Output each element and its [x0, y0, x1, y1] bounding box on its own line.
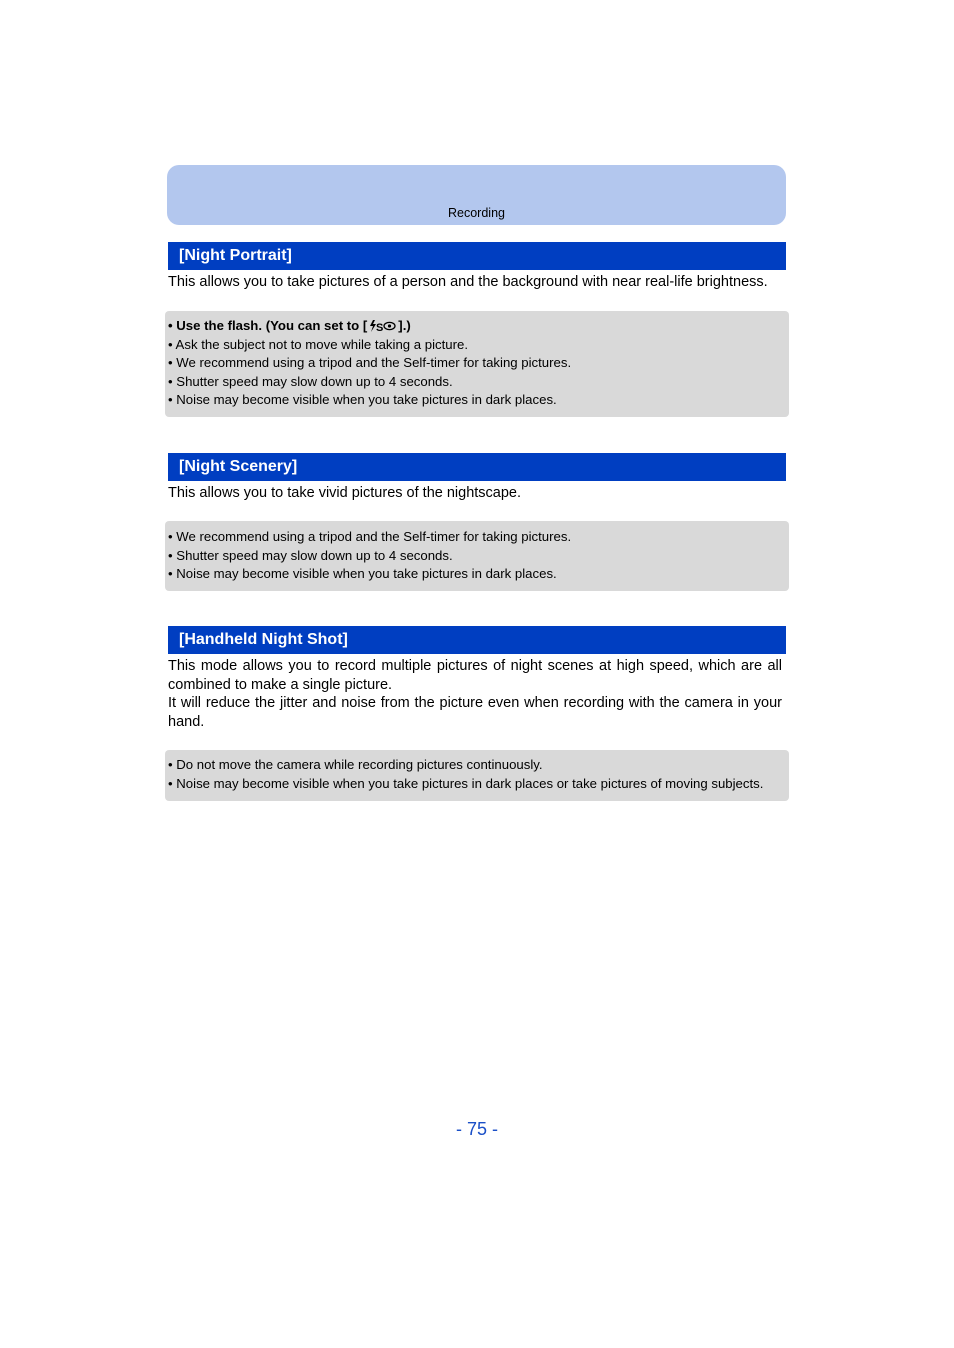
paragraph: This allows you to take pictures of a person and the background with near real-life brightness.	[168, 274, 768, 290]
note-box-night-portrait	[165, 311, 789, 417]
section-title-night-portrait: [Night Portrait]	[168, 242, 786, 270]
note-box-handheld-night-shot	[165, 750, 789, 801]
note-item: • Noise may become visible when you take pictures in dark places.	[168, 392, 557, 407]
paragraph: It will reduce the jitter and noise from the picture even when recording with the camera in your hand.	[168, 695, 782, 731]
section-body-night-portrait	[168, 273, 782, 292]
note-item: • Noise may become visible when you take pictures in dark places or take pictures of moving subjects.	[168, 775, 764, 791]
slow-sync-red-eye-flash-icon	[369, 319, 396, 333]
svg-text:S: S	[376, 322, 384, 333]
section-body-night-scenery	[168, 484, 782, 503]
note-box-night-scenery	[165, 521, 789, 591]
note-item: • Shutter speed may slow down up to 4 seconds.	[168, 373, 453, 389]
page-number: - 75 -	[455, 1119, 498, 1139]
section-title-night-scenery: [Night Scenery]	[168, 453, 786, 481]
section-title-handheld-night-shot: [Handheld Night Shot]	[168, 626, 786, 654]
note-item: • We recommend using a tripod and the Self-timer for taking pictures.	[168, 529, 572, 544]
paragraph: This allows you to take vivid pictures of the nightscape.	[168, 485, 522, 501]
note-item: • Ask the subject not to move while taking a picture.	[168, 336, 469, 352]
note-text: • Use the flash. (You can set to [	[168, 318, 368, 333]
note-item: • Shutter speed may slow down up to 4 seconds.	[168, 547, 453, 563]
note-item: • We recommend using a tripod and the Self-timer for taking pictures.	[168, 355, 572, 370]
paragraph: This mode allows you to record multiple pictures of night scenes at high speed, which are all combined to make a single picture.	[168, 658, 782, 693]
note-item: • Do not move the camera while recording pictures continuously.	[168, 757, 543, 772]
note-item: • Noise may become visible when you take pictures in dark places.	[168, 566, 557, 581]
header-label: Recording	[448, 206, 505, 220]
header-bar	[167, 165, 786, 225]
note-item	[168, 317, 789, 336]
note-text: ].)	[398, 318, 411, 333]
section-body-handheld-night-shot	[168, 657, 782, 732]
